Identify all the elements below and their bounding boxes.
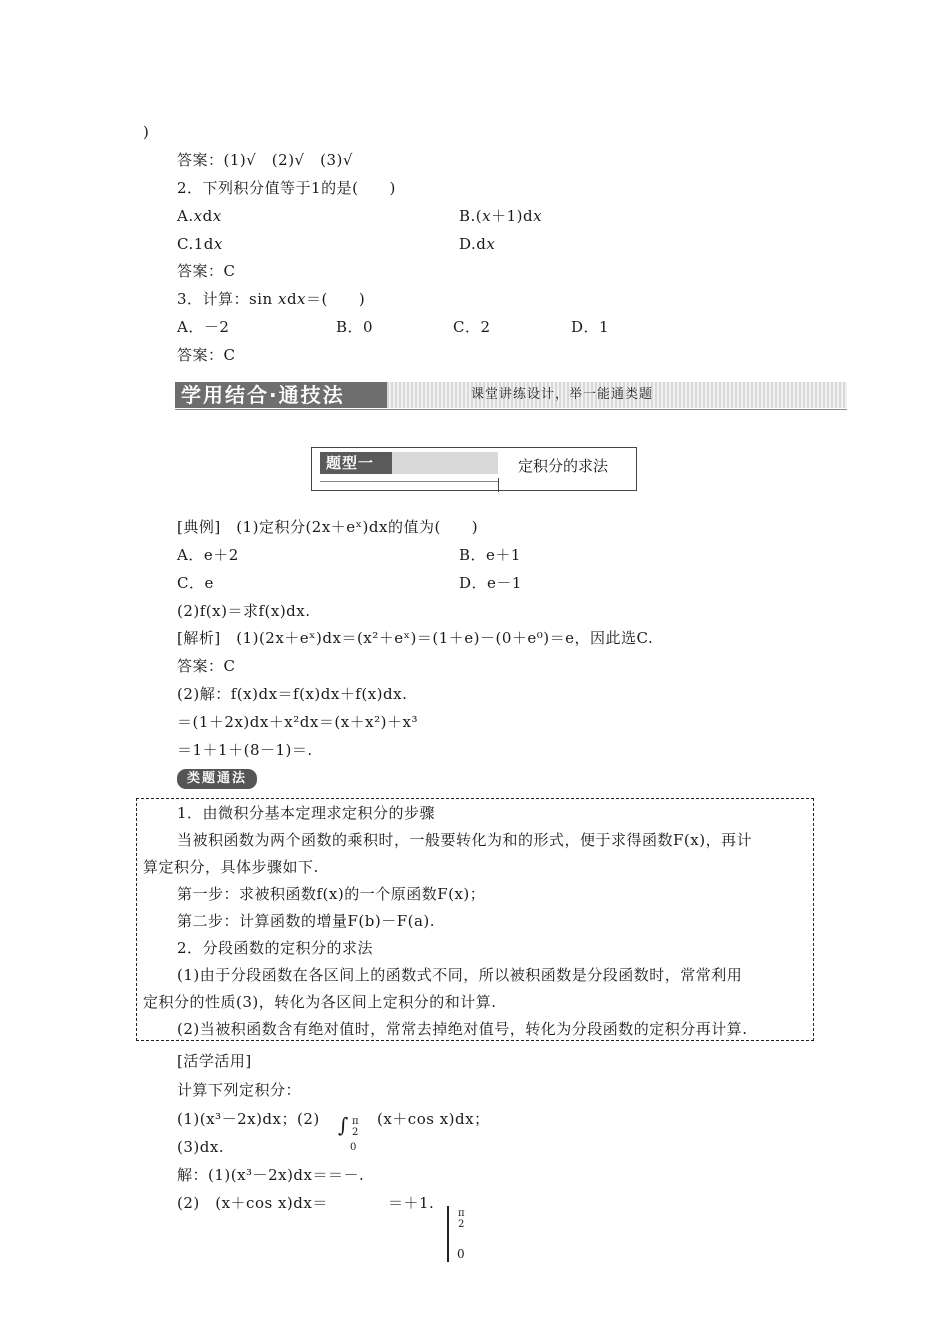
practice-solution-1: 解：(1)(x³－2x)dx＝＝－. — [177, 1166, 365, 1184]
type-separator — [498, 478, 499, 492]
banner-title: 学用结合·通技法 — [175, 382, 387, 408]
method-line-5: 第二步：计算函数的增量F(b)－F(a). — [177, 912, 436, 930]
q3-option-c: C．2 — [453, 318, 491, 336]
option-c: C.1dx — [177, 235, 223, 253]
section-banner — [175, 380, 847, 408]
banner-rule — [175, 409, 847, 410]
practice-prompt: 计算下列定积分： — [177, 1081, 302, 1099]
upper-limit-pi: π — [352, 1116, 359, 1127]
type-tag: 题型一 — [320, 452, 498, 474]
example-intro: [典例] (1)定积分(2x＋eˣ)dx的值为( ) — [177, 518, 479, 536]
solution-line-2: ＝(1＋2x)dx＋x²dx＝(x＋x²)＋x³ — [177, 713, 418, 731]
stray-paren: ) — [143, 123, 150, 141]
solution-line-3: ＝1＋1＋(8－1)＝. — [177, 741, 313, 759]
method-line-6: 2．分段函数的定积分的求法 — [177, 939, 374, 957]
option-a: A.xdx — [177, 207, 222, 225]
method-line-9: (2)当被积函数含有绝对值时，常常去掉绝对值号，转化为分段函数的定积分再计算. — [177, 1020, 748, 1038]
example-option-c: C．e — [177, 574, 214, 592]
question-2: 2．下列积分值等于1的是( ) — [177, 179, 396, 197]
answer-q1: 答案：(1)√ (2)√ (3)√ — [177, 151, 353, 169]
bar-upper-pi: π — [458, 1208, 465, 1219]
q3-option-a: A．－2 — [177, 318, 230, 336]
evaluation-bar — [447, 1206, 449, 1262]
answer-q3: 答案：C — [177, 346, 236, 364]
example-option-d: D．e－1 — [459, 574, 522, 592]
method-line-7: (1)由于分段函数在各区间上的函数式不同，所以被积函数是分段函数时，常常利用 — [177, 966, 743, 984]
practice-header: [活学活用] — [177, 1052, 252, 1070]
bar-upper-two: 2 — [458, 1219, 465, 1230]
practice-item-2: (x＋cos x)dx； — [377, 1110, 490, 1128]
question-3: 3．计算：sin xdx＝( ) — [177, 290, 366, 308]
solution-line-1: (2)解：f(x)dx＝f(x)dx＋f(x)dx. — [177, 685, 408, 703]
bar-lower: 0 — [457, 1247, 465, 1261]
q3-option-d: D．1 — [571, 318, 610, 336]
integral-sign-icon: ∫ — [338, 1113, 349, 1137]
q3-option-b: B．0 — [336, 318, 374, 336]
practice-item-1: (1)(x³－2x)dx；(2) — [177, 1110, 320, 1128]
method-line-4: 第一步：求被积函数f(x)的一个原函数F(x)； — [177, 885, 486, 903]
banner-subtitle: 课堂讲练设计，举一能通类题 — [471, 387, 654, 402]
analysis: [解析] (1)(2x＋eˣ)dx＝(x²＋eˣ)＝(1＋e)－(0＋e⁰)＝e，因此选C. — [177, 629, 654, 647]
type-title: 定积分的求法 — [518, 457, 609, 475]
method-badge: 类题通法 — [177, 769, 257, 789]
practice-item-3: (3)dx. — [177, 1138, 225, 1156]
option-d: D.dx — [459, 235, 496, 253]
method-line-2: 当被积函数为两个函数的乘积时，一般要转化为和的形式，便于求得函数F(x)，再计 — [177, 831, 753, 849]
method-line-3: 算定积分，具体步骤如下. — [143, 858, 319, 876]
example-part2: (2)f(x)＝求f(x)dx. — [177, 602, 311, 620]
example-option-a: A．e＋2 — [177, 546, 239, 564]
question-type-box — [311, 447, 637, 491]
example-option-b: B．e＋1 — [459, 546, 521, 564]
lower-limit: 0 — [350, 1142, 357, 1153]
method-line-8: 定积分的性质(3)，转化为各区间上定积分的和计算. — [143, 993, 497, 1011]
practice-solution-2a: (2) (x＋cos x)dx＝ — [177, 1194, 328, 1212]
option-b: B.(x＋1)dx — [459, 207, 543, 225]
method-line-1: 1．由微积分基本定理求定积分的步骤 — [177, 804, 436, 822]
example-answer: 答案：C — [177, 657, 236, 675]
practice-solution-2b: ＝＋1. — [388, 1194, 435, 1212]
upper-limit-two: 2 — [352, 1127, 359, 1138]
type-tag-underline — [320, 481, 498, 482]
answer-q2: 答案：C — [177, 262, 236, 280]
